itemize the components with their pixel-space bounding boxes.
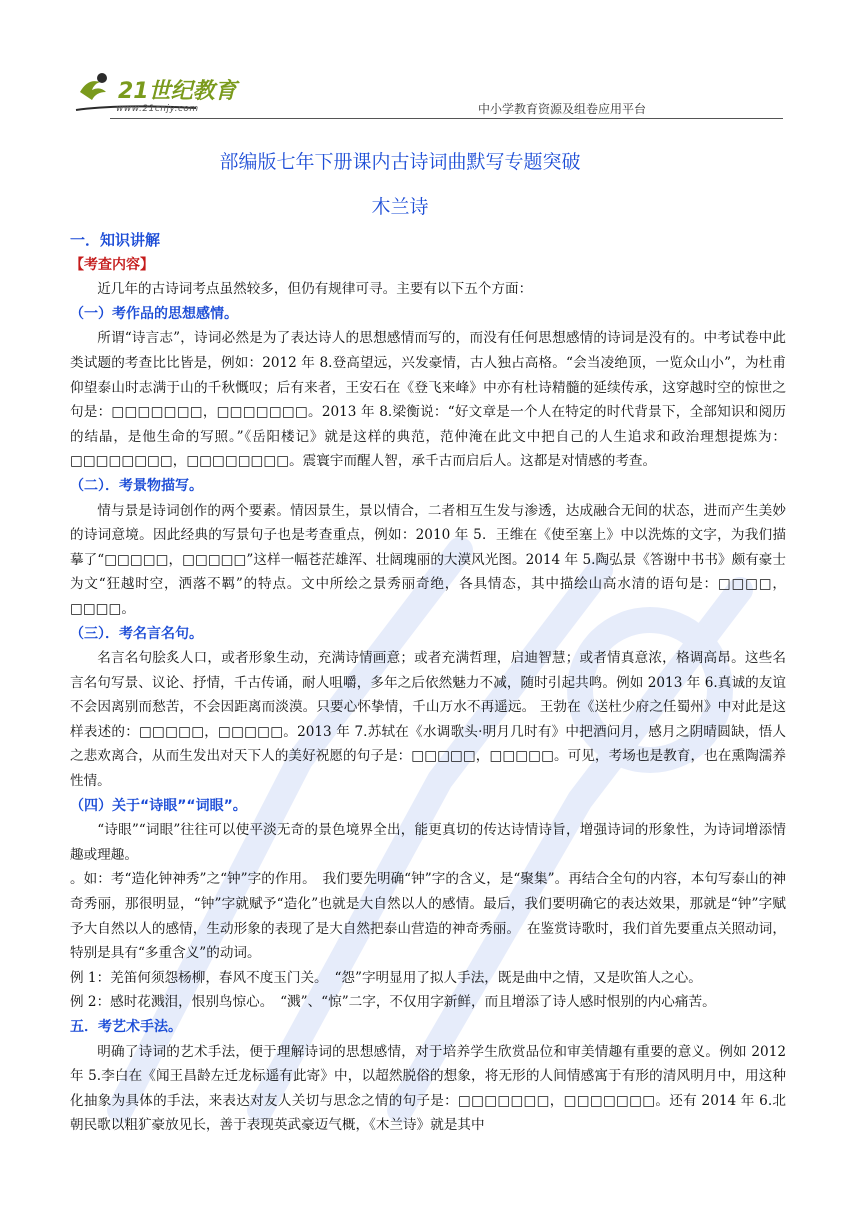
subheading-1: （一）考作品的思想感情。: [70, 305, 238, 322]
logo-text: 21世纪教育: [118, 79, 237, 104]
document-body: [70, 228, 786, 1138]
paragraph-1: 所谓“诗言志”，诗词必然是为了表达诗人的思想感情而写的，而没有任何思想感情的诗词是没有的。中考试卷中此类试题的考查比比皆是，例如：2012 年 8.登高望远，兴发豪情，古人独占高格。“会当凌绝顶，一览众山小”，为杜甫仰望泰山时志满于山的千秋慨叹；后有来者，王安石在《登飞来峰》中亦有杜诗精髓的延续传承，这穿越时空的惊世之句是：□□□□□□□，□□□□□□□。2013 年 8.梁衡说：“好文章是一个人在特定的时代背景下，全部知识和阅历的结晶，是他生命的写照。”《岳阳楼记》就是这样的典范，范仲淹在此文中把自己的人生追求和政治理想提炼为：□□□□□□□□，□□□□□□□□。震寰宇而醒人智，承千古而启后人。这都是对情感的考查。: [70, 330, 786, 470]
intro-paragraph: 近几年的古诗词考点虽然较多，但仍有规律可寻。主要有以下五个方面：: [97, 281, 533, 298]
section-heading: 一．知识讲解: [70, 231, 161, 249]
document-subtitle: 木兰诗: [371, 196, 429, 218]
subheading-5: 五．考艺术手法。: [70, 1019, 182, 1035]
paragraph-5: 明确了诗词的艺术手法，便于理解诗词的思想感情，对于培养学生欣赏品位和审美情趣有重要的意义。例如 2012 年 5.李白在《闻王昌龄左迁龙标遥有此寄》中，以超然脱俗的想象，将无形的人间情感寓于有形的清风明月中，用这种化抽象为具体的手法，来表达对友人关切与思念之情的句子是：□□□□□□□，□□□□□□□。还有 2014 年 6.北朝民歌以粗犷豪放见长，善于表现英武豪迈气概，《木兰诗》就是其中: [70, 1043, 786, 1134]
logo-url: www.21cnjy.com: [116, 104, 199, 114]
paragraph-4b: 。如：考“造化钟神秀”之“钟”字的作用。 我们要先明确“钟”字的含义，是“聚集”。再结合全句的内容，本句写泰山的神奇秀丽，那很明显，“钟”字就赋予“造化”也就是大自然以人的感情。最后，我们要明确它的表达效果，那就是“钟”字赋予大自然以人的感情，生动形象的表现了是大自然把泰山营造的神奇秀丽。 在鉴赏诗歌时，我们首先要重点关照动词，特别是具有“多重含义”的动词。: [70, 871, 786, 962]
subheading-3: （三）．考名言名句。: [70, 625, 203, 642]
paragraph-3: 名言名句脍炙人口，或者形象生动，充满诗情画意；或者充满哲理，启迪智慧；或者情真意浓，格调高昂。这些名言名句写景、议论、抒情，千古传诵，耐人咀嚼，多年之后依然魅力不减，随时引起共鸣。例如 2013 年 6.真诚的友谊不会因离别而愁苦，不会因距离而淡漠。只要心怀挚情，千山万水不再遥远。 王勃在《送杜少府之任蜀州》中对此是这样表述的：□□□□□，□□□□□。2013 年 7.苏轼在《水调歌头·明月几时有》中把酒问月，感月之阴晴圆缺，悟人之悲欢离合，从而生发出对天下人的美好祝愿的句子是：□□□□□，□□□□□。可见，考场也是教育，也在熏陶濡养性情。: [70, 650, 786, 790]
document-title: 部编版七年下册课内古诗词曲默写专题突破: [219, 151, 581, 173]
platform-name: 中小学教育资源及组卷应用平台: [478, 102, 647, 116]
example-2: 例 2：感时花溅泪，恨别鸟惊心。 “溅”、“惊”二字，不仅用字新鲜，而且增添了诗人感时恨别的内心痛苦。: [70, 994, 716, 1011]
paragraph-2: 情与景是诗词创作的两个要素。情因景生，景以情合，二者相互生发与渗透，达成融合无间的状态，进而产生美妙的诗词意境。因此经典的写景句子也是考查重点，例如：2010 年 5．王维在《使至塞上》中以洗炼的文字，为我们描摹了“□□□□□，□□□□□”这样一幅苍茫雄浑、壮阔瑰丽的大漠风光图。2014 年 5.陶弘景《答谢中书书》颇有豪士为文“狂越时空，洒落不羁”的特点。文中所绘之景秀丽奇绝，各具情态，其中描绘山高水清的语句是：□□□□，□□□□。: [70, 502, 786, 617]
section-label: 【考查内容】: [70, 256, 154, 273]
example-1: 例 1：羌笛何须怨杨柳，春风不度玉门关。 “怨”字明显用了拟人手法，既是曲中之情，又是吹笛人之心。: [70, 969, 702, 986]
header-divider: [110, 118, 783, 119]
paragraph-4a: “诗眼”“词眼”往往可以使平淡无奇的景色境界全出，能更真切的传达诗情诗旨，增强诗词的形象性，为诗词增添情趣或理趣。: [70, 822, 786, 863]
subheading-4: （四）关于“诗眼”“词眼”。: [70, 797, 247, 814]
subheading-2: （二）．考景物描写。: [70, 477, 203, 494]
